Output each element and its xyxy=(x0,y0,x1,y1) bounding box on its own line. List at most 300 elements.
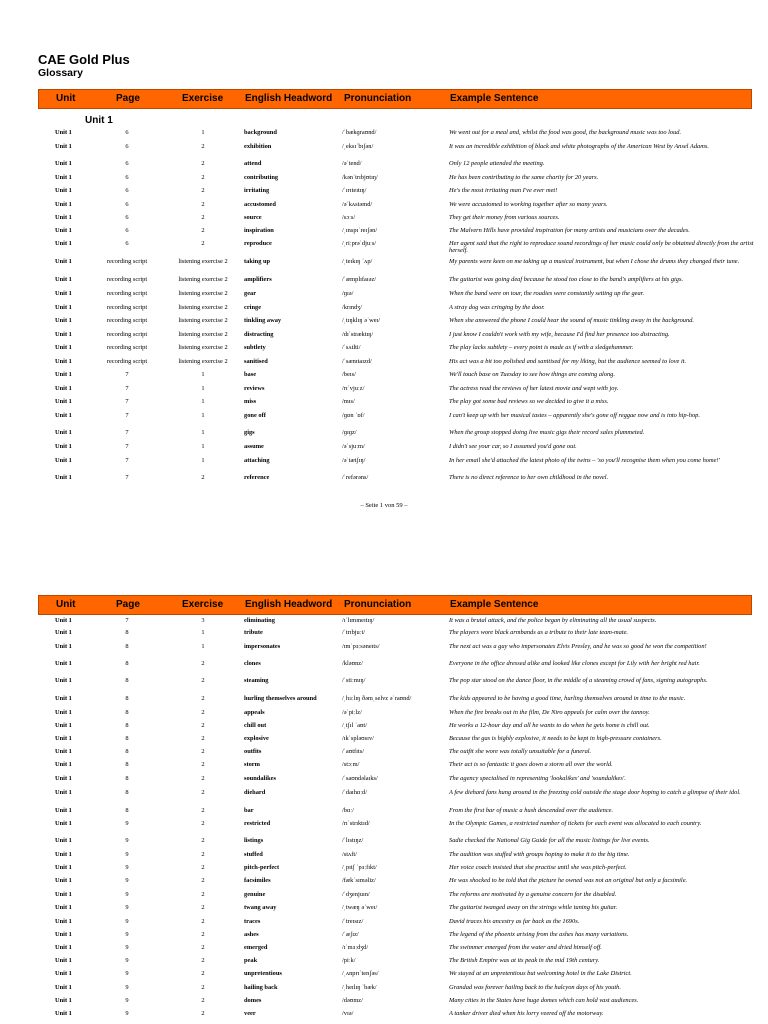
cell-exercise: listening exercise 2 xyxy=(178,344,228,351)
cell-example-sentence: They get their money from various sources. xyxy=(449,214,560,221)
table-row xyxy=(0,240,768,258)
cell-headword: accustomed xyxy=(244,201,276,208)
cell-page: 9 xyxy=(125,957,129,964)
cell-exercise: 1 xyxy=(201,385,205,392)
cell-page: 9 xyxy=(125,851,129,858)
cell-unit: Unit 1 xyxy=(55,629,72,636)
cell-example-sentence: The legend of the phoenix arising from the ashes has many variations. xyxy=(449,931,629,938)
cell-example-sentence: He works a 12-hour day and all he wants to do when he gets home is chill out. xyxy=(449,722,650,729)
cell-example-sentence: The play lacks subtlety – every point is made as if with a sledgehammer. xyxy=(449,344,634,351)
cell-headword: tinkling away xyxy=(244,317,282,324)
cell-pronunciation: /əˈtend/ xyxy=(342,160,362,167)
cell-pronunciation: /ɪˈmɜːdʒd/ xyxy=(342,944,369,951)
cell-example-sentence: Only 12 people attended the meeting. xyxy=(449,160,545,167)
doc-title: CAE Gold Plus xyxy=(38,52,130,67)
table-row xyxy=(0,643,768,660)
cell-pronunciation: /vɪə/ xyxy=(342,1010,354,1017)
cell-pronunciation: /rɪˈstrɪktɪd/ xyxy=(342,820,370,827)
cell-unit: Unit 1 xyxy=(55,457,72,464)
cell-exercise: 2 xyxy=(201,735,205,742)
cell-pronunciation: /ˈrefərəns/ xyxy=(342,474,369,481)
cell-page: 8 xyxy=(125,722,129,729)
cell-headword: genuine xyxy=(244,891,266,898)
cell-headword: listings xyxy=(244,837,264,844)
cell-pronunciation: /ɡɪə/ xyxy=(342,290,354,297)
cell-pronunciation: /əˈkʌstəmd/ xyxy=(342,201,373,208)
cell-page: 8 xyxy=(125,677,129,684)
cell-exercise: 1 xyxy=(201,643,205,650)
cell-exercise: 2 xyxy=(201,1010,205,1017)
cell-headword: facsimiles xyxy=(244,877,271,884)
cell-exercise: 2 xyxy=(201,931,205,938)
cell-exercise: 2 xyxy=(201,944,205,951)
cell-page: 8 xyxy=(125,660,129,667)
cell-exercise: listening exercise 2 xyxy=(178,331,228,338)
table-header-page2 xyxy=(38,595,752,615)
cell-pronunciation: /ˈdaɪhɑːd/ xyxy=(342,789,367,796)
cell-headword: stuffed xyxy=(244,851,263,858)
cell-page: 9 xyxy=(125,837,129,844)
cell-pronunciation: /ˈstiːmɪŋ/ xyxy=(342,677,366,684)
cell-page: 8 xyxy=(125,789,129,796)
section-heading: Unit 1 xyxy=(85,115,113,126)
cell-pronunciation: /ˈsʌtlti/ xyxy=(342,344,361,351)
cell-unit: Unit 1 xyxy=(55,997,72,1004)
table-row xyxy=(0,918,768,931)
cell-page: 9 xyxy=(125,820,129,827)
cell-exercise: 2 xyxy=(201,240,205,247)
cell-unit: Unit 1 xyxy=(55,970,72,977)
cell-pronunciation: /sɔːs/ xyxy=(342,214,356,221)
cell-pronunciation: /ˈaʊtfɪts/ xyxy=(342,748,364,755)
cell-page: recording script xyxy=(106,331,148,338)
cell-exercise: 2 xyxy=(201,997,205,1004)
cell-headword: irritating xyxy=(244,187,270,194)
cell-pronunciation: /ɪˈlɪmɪneɪtɪŋ/ xyxy=(342,617,375,624)
cell-exercise: 1 xyxy=(201,129,205,136)
cell-unit: Unit 1 xyxy=(55,789,72,796)
cell-example-sentence: A few diehard fans hung around in the freezing cold outside the stage door hoping to catch a glimpse of their idol. xyxy=(449,789,741,796)
cell-page: recording script xyxy=(106,317,148,324)
table-row xyxy=(0,904,768,918)
table-row xyxy=(0,160,768,174)
cell-unit: Unit 1 xyxy=(55,412,72,419)
cell-headword: bar xyxy=(244,807,254,814)
cell-pronunciation: /kləʊnz/ xyxy=(342,660,363,667)
cell-unit: Unit 1 xyxy=(55,709,72,716)
cell-unit: Unit 1 xyxy=(55,385,72,392)
cell-unit: Unit 1 xyxy=(55,276,72,283)
cell-page: 9 xyxy=(125,970,129,977)
cell-page: 6 xyxy=(125,143,129,150)
cell-unit: Unit 1 xyxy=(55,129,72,136)
cell-unit: Unit 1 xyxy=(55,331,72,338)
table-row xyxy=(0,820,768,837)
cell-example-sentence: It was an incredible exhibition of black and white photographs of the American West by Ansel Adams. xyxy=(449,143,709,150)
cell-unit: Unit 1 xyxy=(55,358,72,365)
cell-example-sentence: When the fire breaks out in the film, De Niro appeals for calm over the tannoy. xyxy=(449,709,650,716)
table-row xyxy=(0,398,768,412)
cell-pronunciation: /əˈtætʃɪŋ/ xyxy=(342,457,366,464)
cell-pronunciation: /stɔːm/ xyxy=(342,761,360,768)
cell-page: 8 xyxy=(125,761,129,768)
cell-example-sentence: The next act was a guy who impersonates Elvis Presley, and he was so good he won the competition! xyxy=(449,643,707,650)
cell-page: 9 xyxy=(125,891,129,898)
cell-pronunciation: /mɪs/ xyxy=(342,398,355,405)
cell-unit: Unit 1 xyxy=(55,677,72,684)
cell-unit: Unit 1 xyxy=(55,722,72,729)
cell-exercise: 2 xyxy=(201,918,205,925)
cell-example-sentence: The reforms are motivated by a genuine concern for the disabled. xyxy=(449,891,617,898)
header-page: Page xyxy=(116,599,140,610)
cell-unit: Unit 1 xyxy=(55,371,72,378)
cell-exercise: 2 xyxy=(201,820,205,827)
cell-exercise: listening exercise 2 xyxy=(178,317,228,324)
cell-headword: soundalikes xyxy=(244,775,276,782)
cell-pronunciation: /ˌhɜːlɪŋ ðəmˌselvz əˈraʊnd/ xyxy=(342,695,412,702)
cell-headword: storm xyxy=(244,761,260,768)
cell-headword: source xyxy=(244,214,262,221)
cell-pronunciation: /ˈæʃɪz/ xyxy=(342,931,359,938)
table-row xyxy=(0,443,768,457)
cell-headword: explosive xyxy=(244,735,269,742)
cell-exercise: listening exercise 2 xyxy=(178,304,228,311)
cell-headword: hurling themselves around xyxy=(244,695,317,702)
cell-unit: Unit 1 xyxy=(55,201,72,208)
cell-unit: Unit 1 xyxy=(55,214,72,221)
table-row xyxy=(0,709,768,722)
header-pronunciation: Pronunciation xyxy=(344,93,412,104)
table-row xyxy=(0,957,768,970)
cell-page: 9 xyxy=(125,904,129,911)
cell-unit: Unit 1 xyxy=(55,227,72,234)
cell-pronunciation: /ˈtreɪsɪz/ xyxy=(342,918,364,925)
cell-unit: Unit 1 xyxy=(55,837,72,844)
cell-example-sentence: We stayed at an unpretentious but welcoming hotel in the Lake District. xyxy=(449,970,632,977)
cell-pronunciation: /ˈæmplɪfaɪəz/ xyxy=(342,276,377,283)
cell-unit: Unit 1 xyxy=(55,474,72,481)
cell-example-sentence: Because the gas is highly explosive, it needs to be kept in high-pressure containers. xyxy=(449,735,662,742)
cell-page: 6 xyxy=(125,214,129,221)
cell-headword: inspiration xyxy=(244,227,274,234)
cell-headword: hailing back xyxy=(244,984,278,991)
cell-unit: Unit 1 xyxy=(55,660,72,667)
cell-exercise: 2 xyxy=(201,474,205,481)
cell-page: 9 xyxy=(125,864,129,871)
header-example: Example Sentence xyxy=(450,93,539,104)
cell-example-sentence: A stray dog was cringing by the door. xyxy=(449,304,545,311)
cell-page: 7 xyxy=(125,617,129,624)
cell-page: 6 xyxy=(125,187,129,194)
cell-example-sentence: David traces his ancestry as far back as the 1690s. xyxy=(449,918,580,925)
cell-example-sentence: The pop star stood on the dance floor, in the middle of a steaming crowd of fans, signing autographs. xyxy=(449,677,708,684)
cell-page: recording script xyxy=(106,290,148,297)
cell-unit: Unit 1 xyxy=(55,735,72,742)
cell-unit: Unit 1 xyxy=(55,443,72,450)
cell-example-sentence: In the Olympic Games, a restricted number of tickets for each event was allocated to each country. xyxy=(449,820,702,827)
cell-page: 6 xyxy=(125,227,129,234)
cell-headword: impersonates xyxy=(244,643,281,650)
table-row xyxy=(0,984,768,997)
cell-headword: miss xyxy=(244,398,257,405)
cell-example-sentence: The outfit she wore was totally unsuitable for a funeral. xyxy=(449,748,592,755)
cell-headword: tribute xyxy=(244,629,263,636)
cell-example-sentence: The Malvern Hills have provided inspiration for many artists and musicians over the decades. xyxy=(449,227,690,234)
cell-pronunciation: /əˈpiːlz/ xyxy=(342,709,362,716)
cell-pronunciation: /ˌriːprəˈdjuːs/ xyxy=(342,240,377,247)
cell-exercise: 2 xyxy=(201,695,205,702)
cell-exercise: 3 xyxy=(201,617,205,624)
cell-unit: Unit 1 xyxy=(55,344,72,351)
cell-headword: appeals xyxy=(244,709,265,716)
cell-pronunciation: /əˈsjuːm/ xyxy=(342,443,365,450)
cell-unit: Unit 1 xyxy=(55,317,72,324)
cell-unit: Unit 1 xyxy=(55,944,72,951)
header-unit: Unit xyxy=(56,599,76,610)
cell-unit: Unit 1 xyxy=(55,807,72,814)
cell-page: 7 xyxy=(125,443,129,450)
cell-unit: Unit 1 xyxy=(55,240,72,247)
cell-exercise: 1 xyxy=(201,412,205,419)
cell-example-sentence: My parents were keen on me taking up a musical instrument, but when I chose the drums they changed their tune. xyxy=(449,258,740,265)
doc-subtitle: Glossary xyxy=(38,67,83,79)
cell-exercise: 2 xyxy=(201,187,205,194)
cell-example-sentence: We were accustomed to working together after so many years. xyxy=(449,201,608,208)
cell-example-sentence: The swimmer emerged from the water and dried himself off. xyxy=(449,944,602,951)
cell-headword: peak xyxy=(244,957,258,964)
cell-page: 7 xyxy=(125,474,129,481)
table-row xyxy=(0,214,768,227)
cell-example-sentence: From the first bar of music a hush descended over the audience. xyxy=(449,807,614,814)
header-unit: Unit xyxy=(56,93,76,104)
cell-pronunciation: /ɪmˈpɜːsəneɪts/ xyxy=(342,643,380,650)
cell-exercise: 1 xyxy=(201,371,205,378)
cell-headword: subtlety xyxy=(244,344,266,351)
cell-example-sentence: There is no direct reference to her own childhood in the novel. xyxy=(449,474,609,481)
cell-page: 6 xyxy=(125,160,129,167)
cell-example-sentence: Sadie checked the National Gig Guide for all the music listings for live events. xyxy=(449,837,650,844)
cell-example-sentence: Their act is so fantastic it goes down a storm all over the world. xyxy=(449,761,613,768)
cell-example-sentence: Her agent said that the right to reproduce sound recordings of her music could only be obtained directly from the artist herself. xyxy=(449,240,754,255)
cell-page: 9 xyxy=(125,877,129,884)
cell-page: 9 xyxy=(125,944,129,951)
cell-exercise: 1 xyxy=(201,443,205,450)
cell-pronunciation: /ɪkˈspləʊsɪv/ xyxy=(342,735,374,742)
cell-example-sentence: When the band were on tour, the roadies were constantly setting up the gear. xyxy=(449,290,645,297)
cell-example-sentence: I just know I couldn't work with my wife, because I'd find her presence too distracting. xyxy=(449,331,670,338)
cell-example-sentence: He was shocked to be told that the picture he owned was not an original but only a facsimile. xyxy=(449,877,688,884)
cell-headword: restricted xyxy=(244,820,271,827)
cell-page: 8 xyxy=(125,735,129,742)
cell-exercise: 2 xyxy=(201,174,205,181)
cell-exercise: 2 xyxy=(201,201,205,208)
cell-pronunciation: /stʌft/ xyxy=(342,851,357,858)
cell-example-sentence: I didn't see your car, so I assumed you'd gone out. xyxy=(449,443,577,450)
cell-unit: Unit 1 xyxy=(55,891,72,898)
cell-exercise: 1 xyxy=(201,629,205,636)
cell-headword: contributing xyxy=(244,174,279,181)
cell-pronunciation: /krɪndʒ/ xyxy=(342,304,362,311)
table-header-page1 xyxy=(38,89,752,109)
cell-page: recording script xyxy=(106,258,148,265)
cell-headword: amplifiers xyxy=(244,276,272,283)
cell-headword: cringe xyxy=(244,304,262,311)
cell-example-sentence: The audition was stuffed with groups hoping to make it to the big time. xyxy=(449,851,630,858)
cell-unit: Unit 1 xyxy=(55,695,72,702)
cell-unit: Unit 1 xyxy=(55,984,72,991)
cell-exercise: 1 xyxy=(201,429,205,436)
cell-unit: Unit 1 xyxy=(55,643,72,650)
table-row xyxy=(0,748,768,761)
cell-example-sentence: We went out for a meal and, whilst the food was good, the background music was too loud. xyxy=(449,129,682,136)
table-row xyxy=(0,735,768,748)
table-row xyxy=(0,1010,768,1023)
glossary-table-page1 xyxy=(0,129,768,488)
table-row xyxy=(0,201,768,214)
table-row xyxy=(0,385,768,398)
cell-headword: attaching xyxy=(244,457,270,464)
cell-headword: ashes xyxy=(244,931,259,938)
cell-pronunciation: /bɑː/ xyxy=(342,807,354,814)
cell-page: 9 xyxy=(125,1010,129,1017)
cell-headword: unpretentious xyxy=(244,970,282,977)
cell-page: 9 xyxy=(125,918,129,925)
table-row xyxy=(0,761,768,775)
table-row xyxy=(0,864,768,877)
cell-headword: veer xyxy=(244,1010,256,1017)
page-footer: – Seite 1 von 59 – xyxy=(360,502,408,509)
table-row xyxy=(0,722,768,735)
cell-headword: eliminating xyxy=(244,617,275,624)
table-row xyxy=(0,412,768,429)
cell-pronunciation: /piːk/ xyxy=(342,957,356,964)
table-row xyxy=(0,276,768,290)
cell-unit: Unit 1 xyxy=(55,864,72,871)
cell-unit: Unit 1 xyxy=(55,174,72,181)
table-row xyxy=(0,851,768,864)
cell-example-sentence: The actress read the reviews of her latest movie and wept with joy. xyxy=(449,385,619,392)
cell-example-sentence: When the group stopped doing live music gigs their record sales plummeted. xyxy=(449,429,645,436)
table-row xyxy=(0,317,768,331)
cell-headword: gigs xyxy=(244,429,255,436)
cell-example-sentence: A tanker driver died when his lorry veered off the motorway. xyxy=(449,1010,604,1017)
cell-pronunciation: /ˌpɪtʃ ˈpɜːfɪkt/ xyxy=(342,864,377,871)
table-row xyxy=(0,775,768,789)
cell-unit: Unit 1 xyxy=(55,775,72,782)
cell-exercise: 2 xyxy=(201,957,205,964)
cell-exercise: 2 xyxy=(201,761,205,768)
cell-page: 8 xyxy=(125,709,129,716)
table-row xyxy=(0,344,768,358)
cell-pronunciation: /ɡɪɡz/ xyxy=(342,429,357,436)
cell-exercise: 2 xyxy=(201,789,205,796)
cell-headword: diehard xyxy=(244,789,266,796)
cell-pronunciation: /ˌɪnspɪˈreɪʃən/ xyxy=(342,227,378,234)
cell-example-sentence: We'll touch base on Tuesday to see how things are coming along. xyxy=(449,371,615,378)
cell-page: 9 xyxy=(125,997,129,1004)
cell-unit: Unit 1 xyxy=(55,1010,72,1017)
cell-exercise: 2 xyxy=(201,143,205,150)
table-row xyxy=(0,837,768,851)
cell-page: 8 xyxy=(125,775,129,782)
cell-pronunciation: /ˌteɪkɪŋ ˈʌp/ xyxy=(342,258,373,265)
cell-exercise: listening exercise 2 xyxy=(178,258,228,265)
cell-exercise: listening exercise 2 xyxy=(178,290,228,297)
cell-pronunciation: /ˌtwæŋ əˈweɪ/ xyxy=(342,904,378,911)
table-row xyxy=(0,944,768,957)
table-row xyxy=(0,695,768,709)
cell-pronunciation: /ˌtʃɪl ˈaʊt/ xyxy=(342,722,367,729)
cell-headword: assume xyxy=(244,443,264,450)
table-row xyxy=(0,474,768,488)
cell-exercise: 2 xyxy=(201,227,205,234)
table-row xyxy=(0,660,768,677)
cell-headword: chill out xyxy=(244,722,267,729)
cell-page: 9 xyxy=(125,931,129,938)
cell-exercise: 2 xyxy=(201,891,205,898)
cell-exercise: 2 xyxy=(201,748,205,755)
cell-unit: Unit 1 xyxy=(55,617,72,624)
cell-pronunciation: /ˈsænɪtaɪzd/ xyxy=(342,358,372,365)
cell-exercise: 2 xyxy=(201,722,205,729)
cell-headword: reproduce xyxy=(244,240,272,247)
cell-page: 7 xyxy=(125,457,129,464)
cell-headword: pitch-perfect xyxy=(244,864,280,871)
cell-page: 8 xyxy=(125,748,129,755)
header-example: Example Sentence xyxy=(450,599,539,610)
cell-exercise: listening exercise 2 xyxy=(178,276,228,283)
cell-example-sentence: The guitarist twanged away on the strings while tuning his guitar. xyxy=(449,904,618,911)
cell-example-sentence: He's the most irritating man I've ever met! xyxy=(449,187,558,194)
table-row xyxy=(0,331,768,344)
cell-example-sentence: Grandad was forever hailing back to the halcyon days of his youth. xyxy=(449,984,621,991)
table-row xyxy=(0,457,768,474)
cell-unit: Unit 1 xyxy=(55,957,72,964)
cell-example-sentence: The agency specialised in representing 'lookalikes' and 'soundalikes'. xyxy=(449,775,626,782)
cell-unit: Unit 1 xyxy=(55,429,72,436)
cell-example-sentence: The kids appeared to be having a good time, hurling themselves around in time to the music. xyxy=(449,695,686,702)
table-row xyxy=(0,174,768,187)
table-row xyxy=(0,143,768,160)
cell-exercise: 2 xyxy=(201,709,205,716)
table-row xyxy=(0,970,768,984)
table-row xyxy=(0,304,768,317)
cell-unit: Unit 1 xyxy=(55,143,72,150)
cell-example-sentence: In her email she'd attached the latest photo of the twins – 'so you'll recognise them when you come home!' xyxy=(449,457,720,464)
cell-unit: Unit 1 xyxy=(55,290,72,297)
cell-page: 6 xyxy=(125,201,129,208)
cell-example-sentence: The guitarist was going deaf because he stood too close to the band's amplifiers at his gigs. xyxy=(449,276,684,283)
cell-page: recording script xyxy=(106,304,148,311)
cell-pronunciation: /ˌeksɪˈbɪʃən/ xyxy=(342,143,374,150)
cell-page: 8 xyxy=(125,643,129,650)
cell-page: 6 xyxy=(125,129,129,136)
glossary-table-page2 xyxy=(0,617,768,1023)
cell-unit: Unit 1 xyxy=(55,304,72,311)
cell-headword: distracting xyxy=(244,331,274,338)
cell-example-sentence: Everyone in the office dressed alike and looked like clones except for Lily with her bright red hair. xyxy=(449,660,700,667)
cell-page: 7 xyxy=(125,385,129,392)
cell-exercise: 1 xyxy=(201,398,205,405)
table-row xyxy=(0,931,768,944)
cell-pronunciation: /ˌtɪŋklɪŋ əˈweɪ/ xyxy=(342,317,381,324)
cell-pronunciation: /kənˈtrɪbjʊtɪŋ/ xyxy=(342,174,378,181)
cell-page: 7 xyxy=(125,412,129,419)
cell-page: 7 xyxy=(125,371,129,378)
cell-headword: twang away xyxy=(244,904,277,911)
cell-page: 6 xyxy=(125,240,129,247)
table-row xyxy=(0,371,768,385)
